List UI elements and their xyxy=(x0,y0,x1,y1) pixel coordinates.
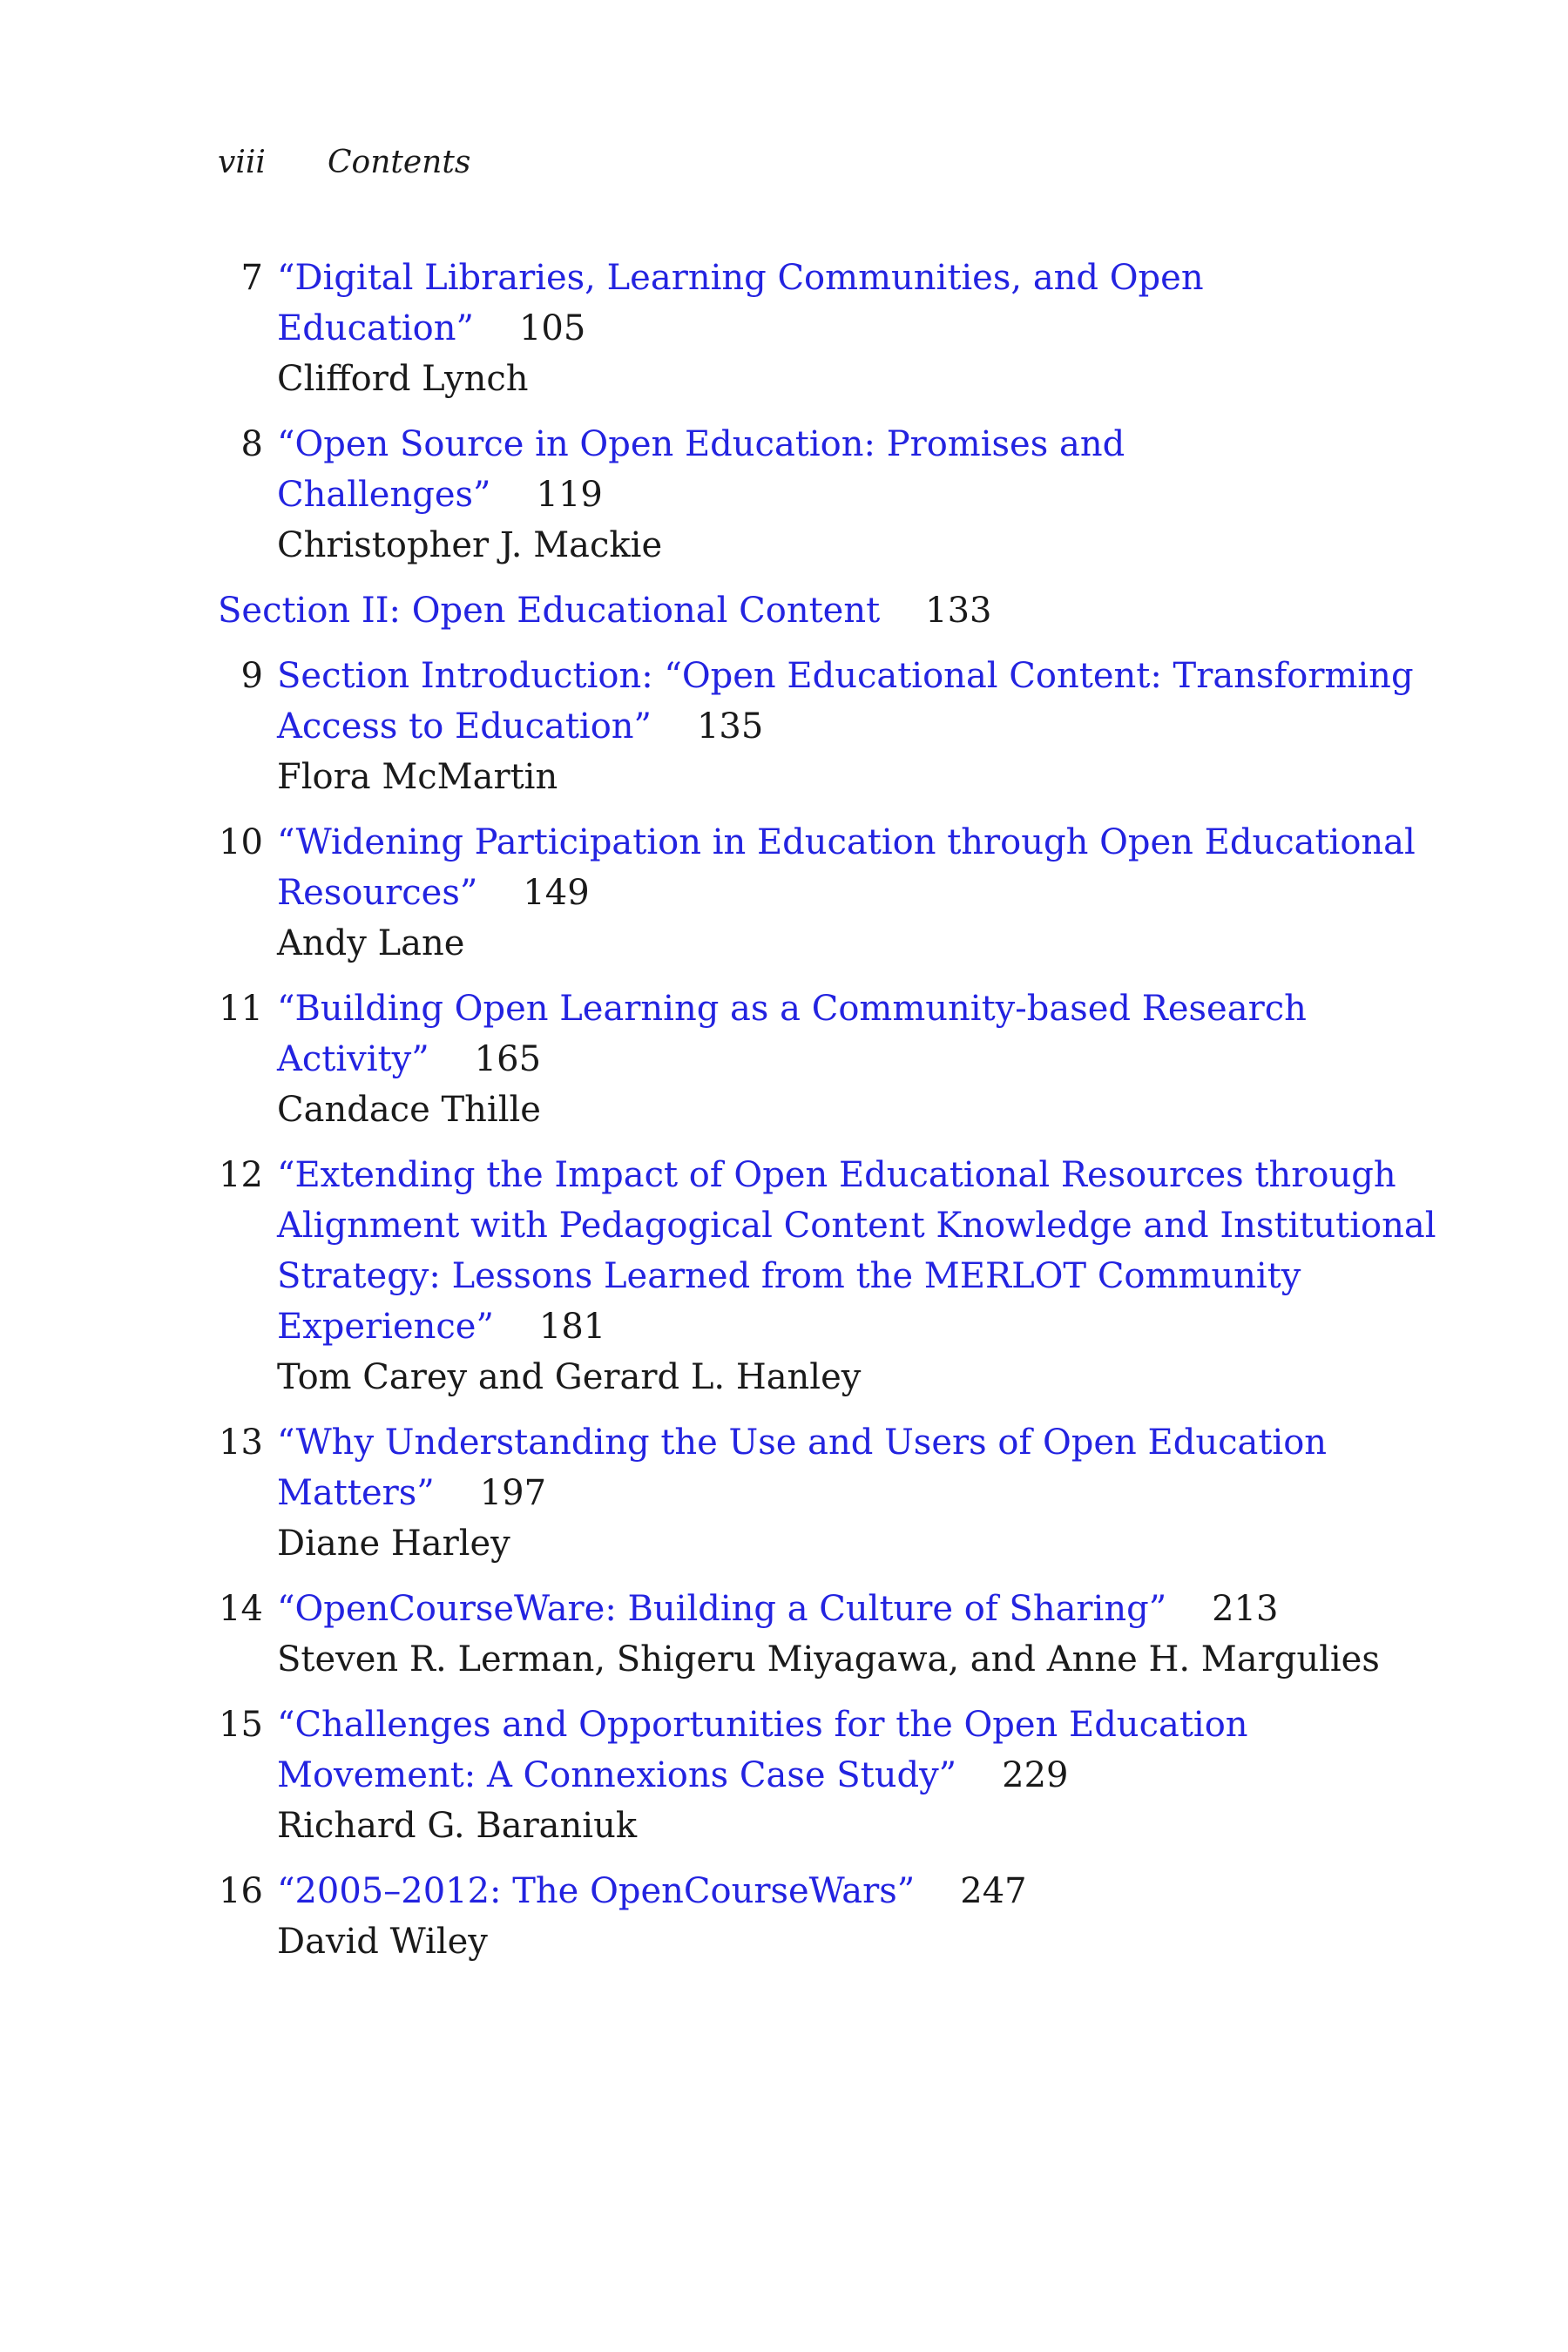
chapter-title-link[interactable]: Section Introduction: “Open Educational Content: Transforming Access to Education” xyxy=(277,656,1414,747)
page-number: 213 xyxy=(1212,1589,1279,1629)
chapter-author: Candace Thille xyxy=(277,1090,541,1130)
chapter-author: Clifford Lynch xyxy=(277,359,529,399)
toc-entry xyxy=(218,1866,1437,1967)
chapter-number: 7 xyxy=(240,258,263,298)
chapter-number: 10 xyxy=(219,822,263,862)
chapter-number: 8 xyxy=(240,424,263,464)
chapter-author: Richard G. Baraniuk xyxy=(277,1806,638,1846)
chapter-author: Steven R. Lerman, Shigeru Miyagawa, and Anne H. Margulies xyxy=(277,1639,1380,1680)
toc-entry xyxy=(218,1700,1437,1851)
table-of-contents xyxy=(218,253,1437,1982)
toc-entry xyxy=(218,651,1437,802)
toc-entry xyxy=(218,1150,1437,1402)
page-number: 197 xyxy=(479,1473,547,1513)
page-number: 119 xyxy=(536,475,603,515)
chapter-author: Flora McMartin xyxy=(277,757,558,797)
running-head-label: Contents xyxy=(328,145,471,180)
toc-entry xyxy=(218,419,1437,571)
chapter-author: Andy Lane xyxy=(277,923,465,963)
page-number: 229 xyxy=(1002,1755,1069,1795)
chapter-title-link[interactable]: “Open Source in Open Education: Promises and Challenges” xyxy=(277,424,1125,515)
page-number: 135 xyxy=(696,706,764,747)
chapter-title-link[interactable]: “OpenCourseWare: Building a Culture of Sharing” xyxy=(277,1589,1167,1629)
page-number: 105 xyxy=(518,308,586,348)
section-title-link[interactable]: Section II: Open Educational Content xyxy=(218,591,881,631)
section-heading xyxy=(218,585,1437,636)
chapter-title-link[interactable]: “Widening Participation in Education through Open Educational Resources” xyxy=(277,822,1416,913)
chapter-author: Diane Harley xyxy=(277,1524,510,1564)
chapter-number: 9 xyxy=(240,656,263,696)
chapter-author: Tom Carey and Gerard L. Hanley xyxy=(277,1357,862,1397)
chapter-number: 13 xyxy=(219,1423,263,1463)
chapter-title-link[interactable]: “Why Understanding the Use and Users of Open Education Matters” xyxy=(277,1423,1328,1513)
chapter-number: 12 xyxy=(219,1155,263,1195)
toc-entry xyxy=(218,253,1437,404)
toc-entry xyxy=(218,983,1437,1135)
toc-entry xyxy=(218,817,1437,969)
toc-entry xyxy=(218,1584,1437,1685)
chapter-title-link[interactable]: “Building Open Learning as a Community-based Research Activity” xyxy=(277,989,1307,1079)
page-number: 247 xyxy=(960,1871,1027,1911)
chapter-author: Christopher J. Mackie xyxy=(277,525,663,565)
page-folio: viii xyxy=(218,145,266,180)
chapter-number: 11 xyxy=(219,989,263,1029)
chapter-title-link[interactable]: “Extending the Impact of Open Educational Resources through Alignment with Pedagogical Content Knowledge and Institutional Strategy: Lessons Learned from the MERLOT Community Experience” xyxy=(277,1155,1436,1347)
chapter-number: 15 xyxy=(219,1705,263,1745)
chapter-title-link[interactable]: “Challenges and Opportunities for the Open Education Movement: A Connexions Case Study” xyxy=(277,1705,1248,1795)
toc-entry xyxy=(218,1417,1437,1569)
chapter-number: 16 xyxy=(219,1871,263,1911)
chapter-title-link[interactable]: “Digital Libraries, Learning Communities, and Open Education” xyxy=(277,258,1204,348)
running-head xyxy=(218,145,470,180)
page-number: 149 xyxy=(523,873,590,913)
section-page-number: 133 xyxy=(925,591,992,631)
chapter-title-link[interactable]: “2005–2012: The OpenCourseWars” xyxy=(277,1871,916,1911)
chapter-author: David Wiley xyxy=(277,1922,488,1962)
page-number: 165 xyxy=(474,1039,542,1079)
page-number: 181 xyxy=(538,1307,606,1347)
chapter-number: 14 xyxy=(219,1589,263,1629)
